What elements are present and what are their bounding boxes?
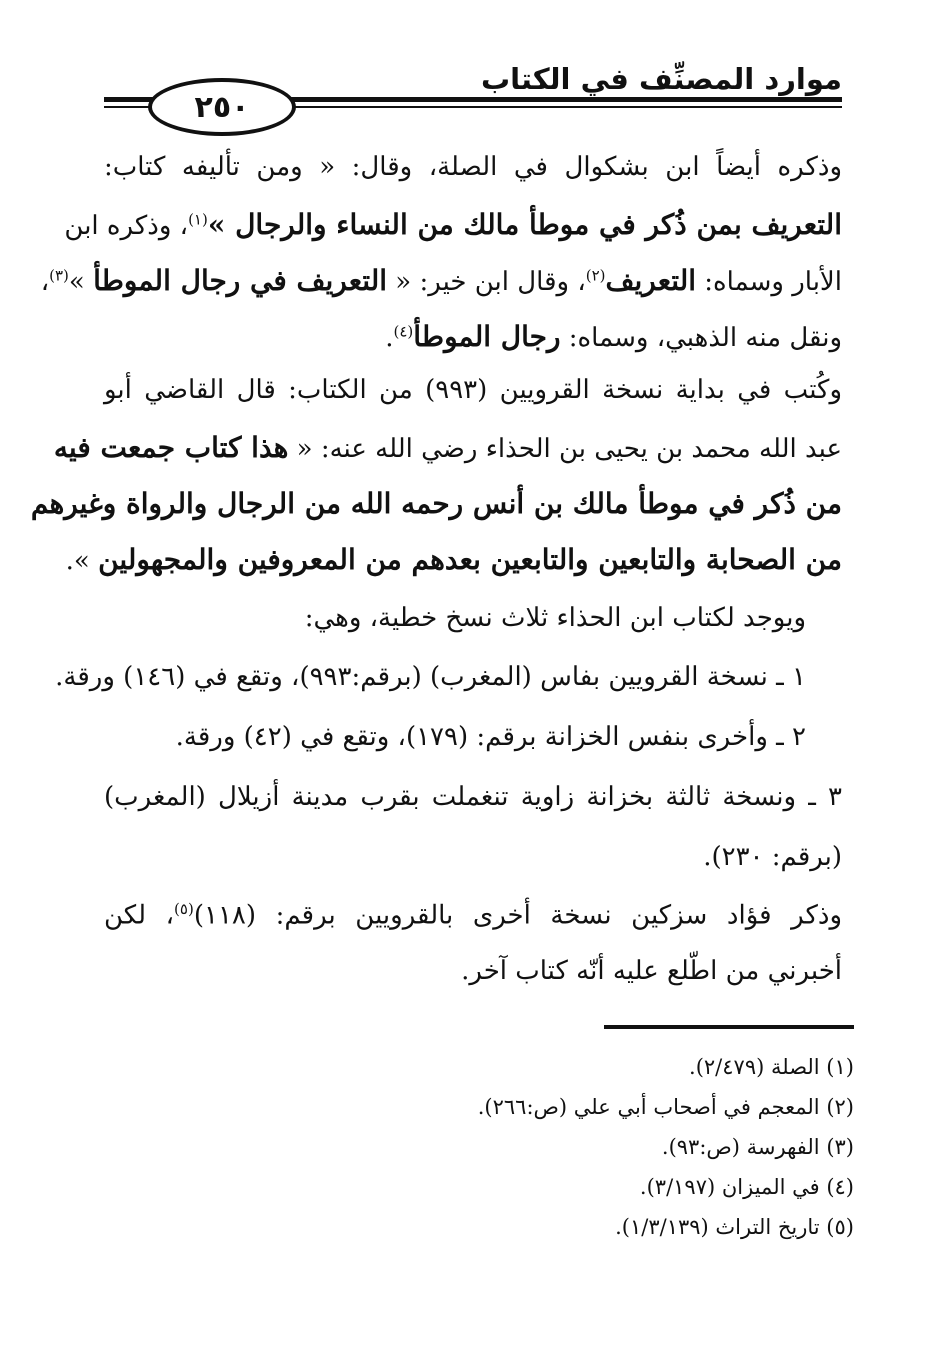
footnote: (٥) تاريخ التراث (١/٣/١٣٩). [615,1215,854,1239]
footnote-separator [604,1025,854,1029]
footnote-ref[interactable]: (٣) [49,266,69,285]
footnote-ref[interactable]: (٤) [393,322,414,341]
page-number-oval [148,78,296,136]
list-item-continuation: (برقم: ٢٣٠). [703,842,842,872]
text-line: الأبار وسماه: التعريف$^{(٢)}$، وقال ابن خير: « التعريف في رجال الموطأ »$^{(٣)}$، [40,264,842,297]
footnote: (٢) المعجم في أصحاب أبي علي (ص:٢٦٦). [477,1095,854,1119]
text-line: وذكره أيضاً ابن بشكوال في الصلة، وقال: « ومن تأليفه كتاب: [104,152,842,182]
footnote: (١) الصلة (٢/٤٧٩). [689,1055,854,1079]
footnote-ref[interactable]: (٢) [585,266,606,285]
text-line: ويوجد لكتاب ابن الحذاء ثلاث نسخ خطية، وهي: [304,603,806,633]
text-line: وكُتب في بداية نسخة القرويين (٩٩٣) من الكتاب: قال القاضي أبو [104,375,842,405]
text-line: عبد الله محمد بن يحيى بن الحذاء رضي الله عنه: « هذا كتاب جمعت فيه [53,431,842,464]
footnote-ref[interactable]: (٥) [174,900,194,918]
list-item: ١ ـ نسخة القرويين بفاس (المغرب) (برقم:٩٩٣)، وتقع في (١٤٦) ورقة. [55,662,806,692]
list-item: ٢ ـ وأخرى بنفس الخزانة برقم: (١٧٩)، وتقع في (٤٢) ورقة. [175,722,806,752]
text-line: من ذُكر في موطأ مالك بن أنس رحمه الله من الرجال والرواة وغيرهم [30,487,842,520]
list-item: ٣ ـ ونسخة ثالثة بخزانة زاوية تنغملت بقرب مدينة أزيلال (المغرب) [104,782,842,812]
text-line: ونقل منه الذهبي، وسماه: رجال الموطأ$^{(٤)}$. [385,320,842,353]
text-line: أخبرني من اطّلع عليه أنّه كتاب آخر. [461,956,842,986]
text-line: التعريف بمن ذُكر في موطأ مالك من النساء والرجال »$^{(١)}$، وذكره ابن [64,208,842,241]
footnote: (٤) في الميزان (٣/١٩٧). [639,1175,854,1199]
text-line: من الصحابة والتابعين والتابعين بعدهم من المعروفين والمجهولين ». [65,543,842,576]
running-title: موارد المصنِّف في الكتاب [480,62,842,96]
text-line: وذكر فؤاد سزكين نسخة أخرى بالقرويين برقم: (١١٨)$^{(٥)}$، لكن [104,900,842,931]
page-number: ٢٥٠ [194,89,250,125]
footnote-ref[interactable]: (١) [188,210,208,229]
footnote: (٣) الفهرسة (ص:٩٣). [661,1135,854,1159]
